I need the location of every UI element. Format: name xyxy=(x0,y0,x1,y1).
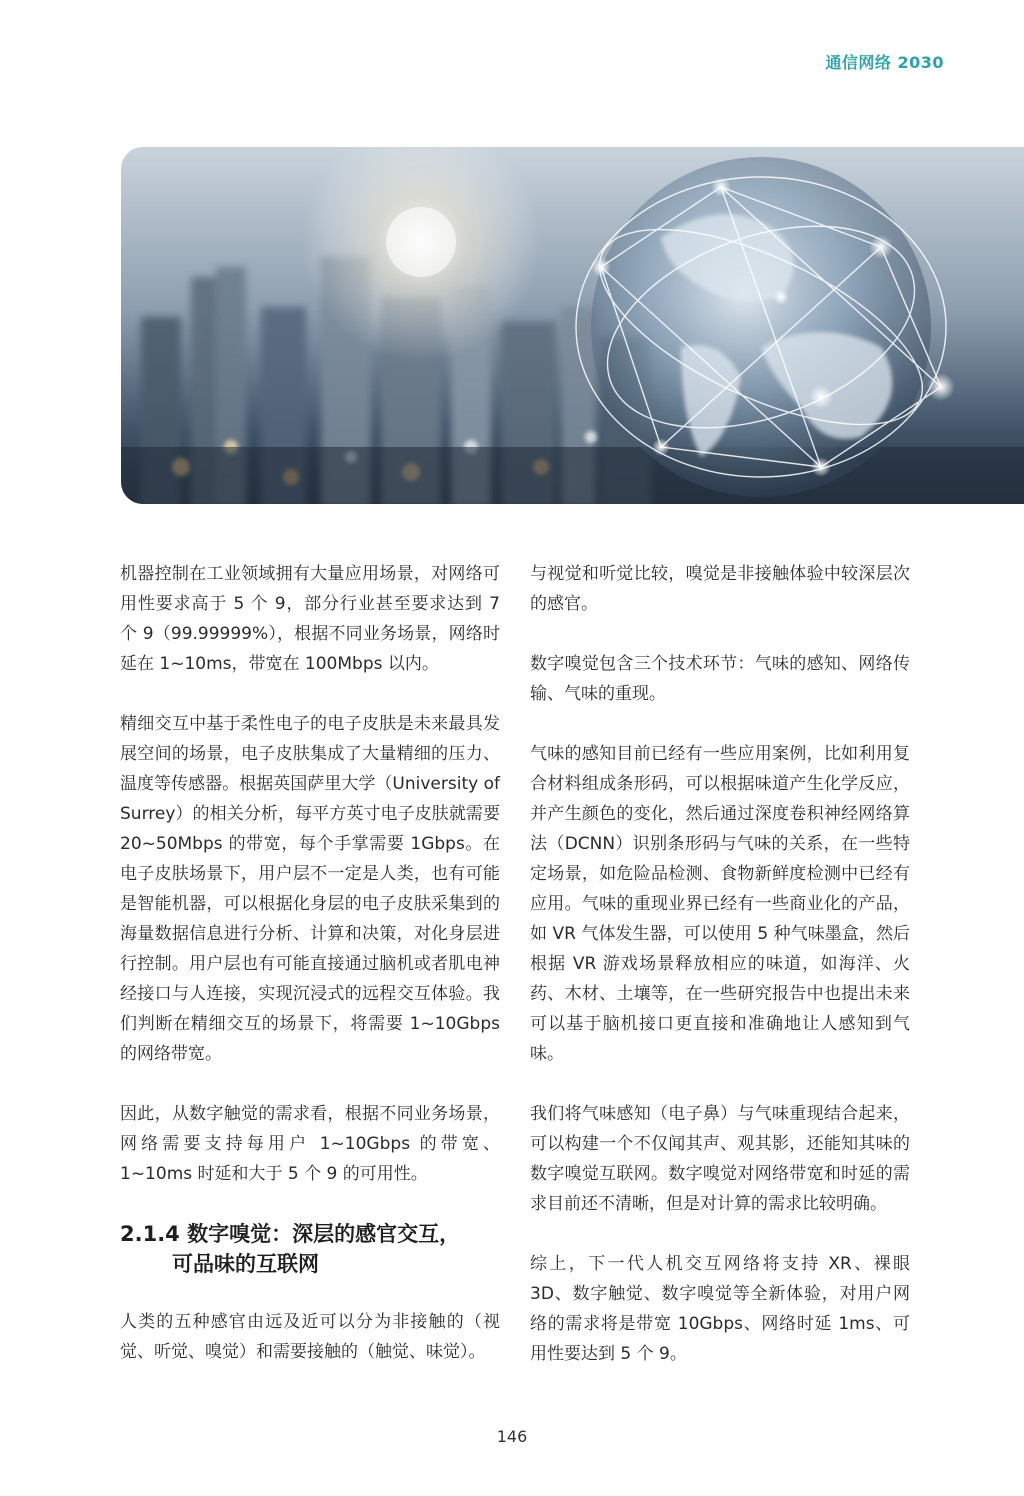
section-heading-line2: 可品味的互联网 xyxy=(172,1252,319,1276)
running-header-title: 通信网络 2030 xyxy=(825,53,944,72)
paragraph: 因此，从数字触觉的需求看，根据不同业务场景，网络需要支持每用户 1~10Gbps 的带宽、1~10ms 时延和大于 5 个 9 的可用性。 xyxy=(120,1104,500,1184)
paragraph: 我们将气味感知（电子鼻）与气味重现结合起来，可以构建一个不仅闻其声、观其影，还能知其味的数字嗅觉互联网。数字嗅觉对网络带宽和时延的需求目前还不清晰，但是对计算的需求比较明确。 xyxy=(530,1104,910,1214)
paragraph: 机器控制在工业领域拥有大量应用场景，对网络可用性要求高于 5 个 9，部分行业甚至要求达到 7 个 9（99.99999%），根据不同业务场景，网络时延在 1~10ms，带宽在 100Mbps 以内。 xyxy=(120,564,500,674)
paragraph: 与视觉和听觉比较，嗅觉是非接触体验中较深层次的感官。 xyxy=(530,564,910,614)
paragraph: 数字嗅觉包含三个技术环节：气味的感知、网络传输、气味的重现。 xyxy=(530,654,910,704)
paragraph: 精细交互中基于柔性电子的电子皮肤是未来最具发展空间的场景，电子皮肤集成了大量精细的压力、温度等传感器。根据英国萨里大学（University of Surrey）的相关分析，每平方英寸电子皮肤就需要 20~50Mbps 的带宽，每个手掌需要 1Gbps。在电子皮肤场景下，用户层不一定是人类，也有可能是智能机器，可以根据化身层的电子皮肤采集到的海量数据信息进行分析、计算和决策，对化身层进行控制。用户层也有可能直接通过脑机或者肌电神经接口与人连接，实现沉浸式的远程交互体验。我们判断在精细交互的场景下，将需要 1~10Gbps 的网络带宽。 xyxy=(120,714,500,1064)
paragraph: 人类的五种感官由远及近可以分为非接触的（视觉、听觉、嗅觉）和需要接触的（触觉、味觉）。 xyxy=(120,1312,500,1362)
paragraph: 气味的感知目前已经有一些应用案例，比如利用复合材料组成条形码，可以根据味道产生化学反应，并产生颜色的变化，然后通过深度卷积神经网络算法（DCNN）识别条形码与气味的关系，在一些特定场景，如危险品检测、食物新鲜度检测中已经有应用。气味的重现业界已经有一些商业化的产品，如 VR 气体发生器，可以使用 5 种气味墨盒，然后根据 VR 游戏场景释放相应的味道，如海洋、火药、木材、土壤等，在一些研究报告中也提出未来可以基于脑机接口更直接和准确地让人感知到气味。 xyxy=(530,744,910,1064)
page-number: 146 xyxy=(496,1427,528,1446)
banner-image-city-globe xyxy=(121,147,1024,504)
paragraph: 综上，下一代人机交互网络将支持 XR、裸眼 3D、数字触觉、数字嗅觉等全新体验，对用户网络的需求将是带宽 10Gbps、网络时延 1ms、可用性要达到 5 个 9。 xyxy=(530,1254,910,1364)
section-heading-line1: 2.1.4 数字嗅觉：深层的感官交互， xyxy=(120,1222,461,1246)
right-text-column xyxy=(530,559,910,1399)
section-heading xyxy=(120,1219,500,1279)
left-text-column xyxy=(120,559,500,1397)
